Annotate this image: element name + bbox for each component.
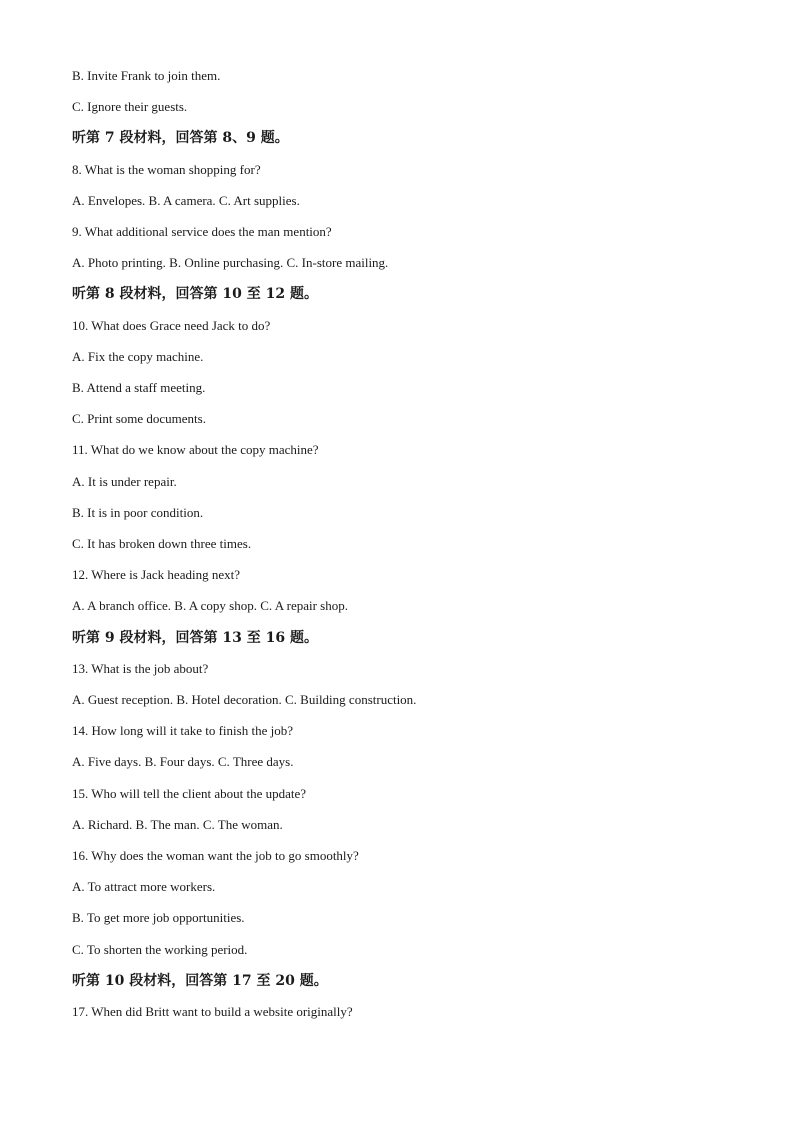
answer-option: A. A branch office. B. A copy shop. C. A repair shop. (72, 598, 348, 614)
question-text: 13. What is the job about? (72, 660, 209, 676)
question-text: 14. How long will it take to finish the job? (72, 723, 293, 739)
answer-option: A. Five days. B. Four days. C. Three days. (72, 754, 294, 770)
question-text: 17. When did Britt want to build a website originally? (72, 1004, 353, 1019)
answer-option: A. Richard. B. The man. C. The woman. (72, 816, 283, 832)
section-heading: 听第 9 段材料，回答第 13 至 16 题。 (72, 629, 318, 646)
answer-option: A. It is under repair. (72, 473, 177, 489)
question-text: 16. Why does the woman want the job to go smoothly? (72, 848, 359, 863)
section-heading: 听第 8 段材料，回答第 10 至 12 题。 (72, 286, 318, 303)
question-text: 10. What does Grace need Jack to do? (72, 317, 271, 333)
question-text: 12. Where is Jack heading next? (72, 567, 240, 583)
section-heading: 听第 10 段材料，回答第 17 至 20 题。 (72, 972, 328, 989)
answer-option: C. Ignore their guests. (72, 99, 188, 115)
answer-option: A. To attract more workers. (72, 879, 216, 895)
question-text: 15. Who will tell the client about the update? (72, 785, 307, 801)
answer-option: B. It is in poor condition. (72, 504, 204, 520)
answer-option: B. To get more job opportunities. (72, 910, 245, 926)
question-text: 8. What is the woman shopping for? (72, 161, 261, 177)
answer-option: B. Attend a staff meeting. (72, 380, 206, 395)
question-text: 11. What do we know about the copy machine? (72, 442, 319, 458)
answer-option: C. Print some documents. (72, 411, 206, 427)
answer-option: A. Guest reception. B. Hotel decoration. C. Building construction. (72, 692, 417, 707)
answer-option: A. Photo printing. B. Online purchasing. C. In-store mailing. (72, 255, 389, 271)
answer-option: A. Fix the copy machine. (72, 348, 204, 364)
answer-option: C. It has broken down three times. (72, 536, 252, 551)
question-text: 9. What additional service does the man mention? (72, 224, 332, 239)
answer-option: A. Envelopes. B. A camera. C. Art supplies. (72, 192, 300, 208)
answer-option: C. To shorten the working period. (72, 941, 248, 957)
answer-option: B. Invite Frank to join them. (72, 68, 221, 83)
section-heading: 听第 7 段材料，回答第 8、9 题。 (72, 130, 289, 147)
